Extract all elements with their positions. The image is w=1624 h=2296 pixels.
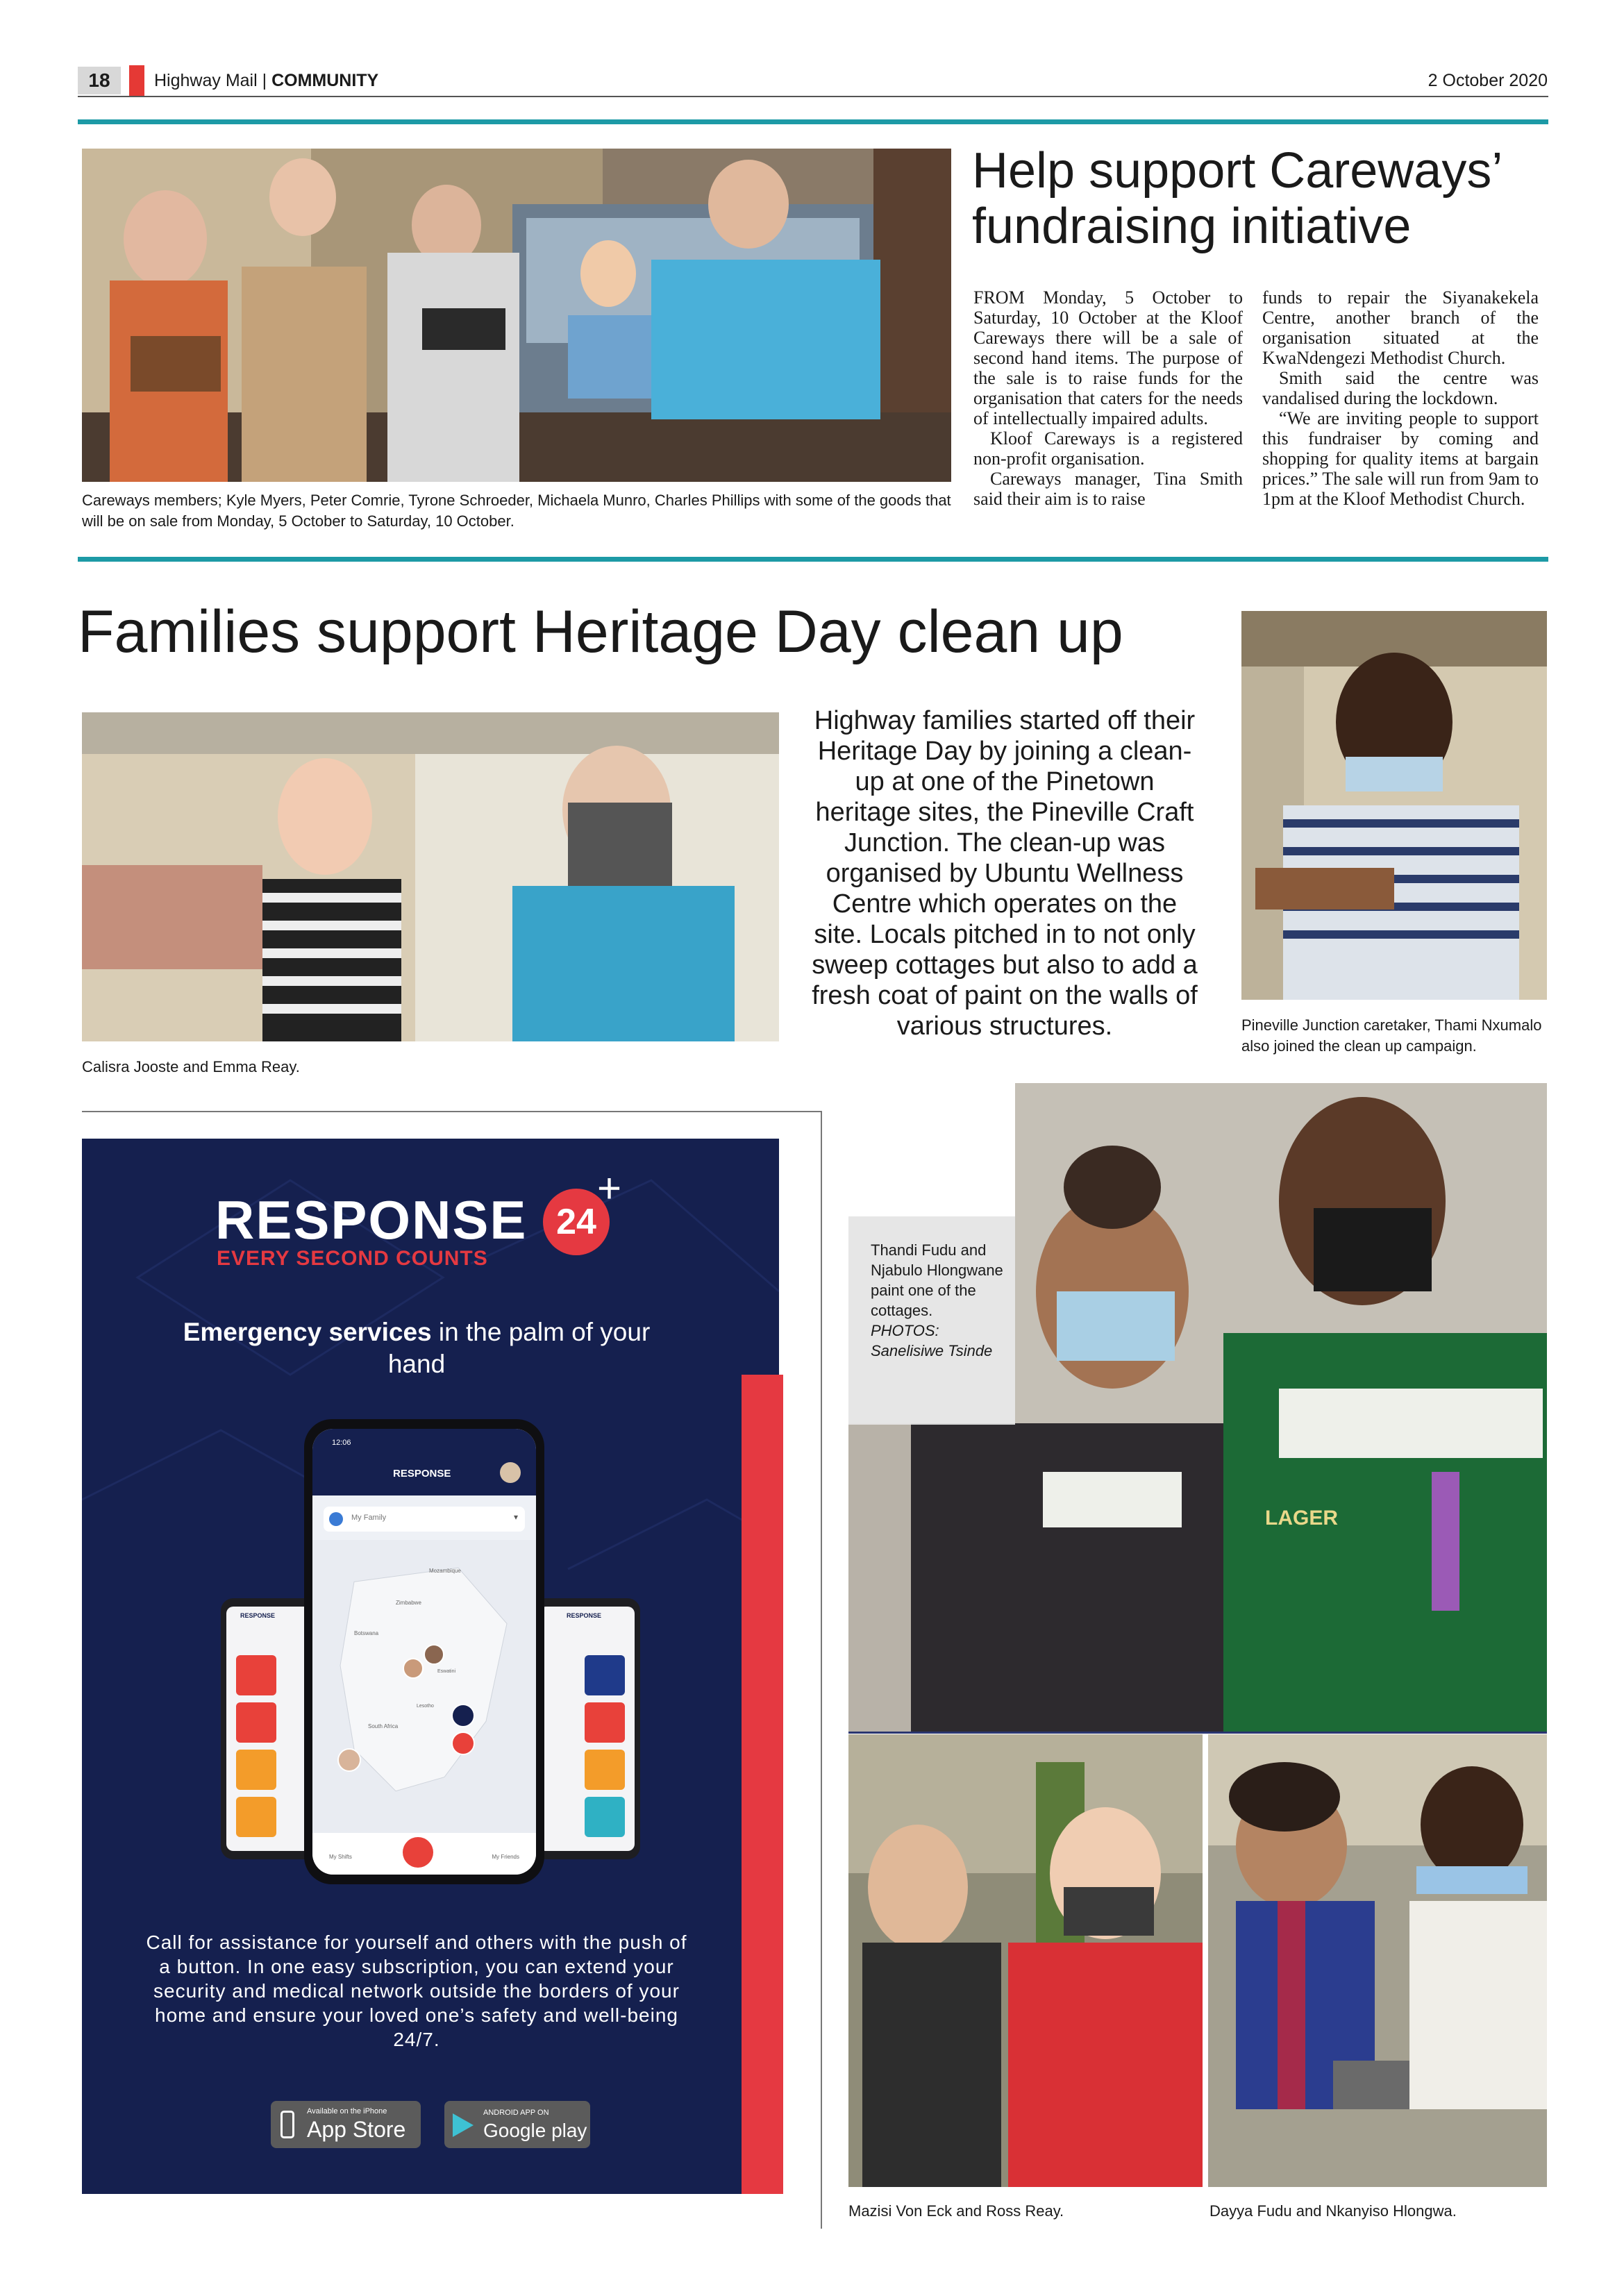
app-tile [585, 1655, 625, 1695]
app-tile [585, 1750, 625, 1790]
phone-main [304, 1419, 544, 1884]
app-tile [236, 1702, 276, 1743]
careways-paragraph: funds to repair the Siyanakekela Centre, another branch of the organisation situated at the KwaNdengezi Methodist Church. [1262, 287, 1539, 368]
plus-icon: + [597, 1165, 622, 1212]
app-store-small-text: Available on the iPhone [307, 2107, 387, 2115]
shirt-lager-text: LAGER [1265, 1507, 1338, 1530]
map-label: Eswatini [437, 1669, 456, 1674]
header-rule [78, 96, 1548, 97]
map-label: Lesotho [417, 1704, 434, 1709]
map-pin-avatar[interactable] [424, 1644, 444, 1665]
column-divider [821, 1111, 822, 2229]
google-play-label: Google play [483, 2120, 587, 2141]
chevron-down-icon: ▾ [513, 1512, 518, 1522]
phone-bottom-nav [312, 1833, 536, 1875]
caretaker-photo-caption: Pineville Junction caretaker, Thami Nxumalo also joined the clean up campaign. [1241, 1016, 1542, 1055]
photo-credit-label: PHOTOS: [871, 1322, 939, 1339]
phone-app-title: RESPONSE [393, 1468, 451, 1480]
careways-paragraph: “We are inviting people to support this fundraiser by coming and shopping for quality items at bargain prices.” The sale will run from 9am to 1pm at the Kloof Methodist Church. [1262, 408, 1539, 509]
top-teal-rule [78, 119, 1548, 124]
photo-divider [848, 1732, 1547, 1734]
issue-date: 2 October 2020 [1428, 71, 1548, 90]
map-area[interactable] [312, 1540, 536, 1833]
side-app-title: RESPONSE [240, 1612, 276, 1619]
painters-caption-text: Thandi Fudu and Njabulo Hlongwane paint one of the cottages. [871, 1241, 1003, 1319]
boys-photo-2 [1208, 1734, 1547, 2187]
home-icon [329, 1512, 343, 1526]
ad-top-rule [82, 1111, 822, 1112]
app-tile [236, 1655, 276, 1695]
panic-button[interactable] [403, 1837, 433, 1868]
iphone-icon [281, 2111, 294, 2138]
boys-photo-1 [848, 1734, 1203, 2187]
careways-photo-caption: Careways members; Kyle Myers, Peter Comrie, Tyrone Schroeder, Michaela Munro, Charles Phillips with some of the goods that will be on sale from Monday, 5 October to Saturday, 10 October. [82, 492, 951, 530]
app-tile [585, 1702, 625, 1743]
header-red-bar [129, 65, 144, 96]
app-store-label: App Store [307, 2117, 406, 2142]
girls-photo-caption: Calisra Jooste and Emma Reay. [82, 1058, 300, 1075]
phone-right [533, 1598, 640, 1859]
caretaker-photo [1241, 611, 1547, 1000]
photo-credit-name: Sanelisiwe Tsinde [871, 1342, 993, 1359]
painters-caption [871, 1240, 1010, 1361]
play-icon [453, 2113, 474, 2137]
app-tile [236, 1797, 276, 1837]
heritage-headline: Families support Heritage Day clean up [78, 598, 1123, 665]
app-tile [585, 1797, 625, 1837]
careways-column-2 [1262, 287, 1539, 509]
page-number: 18 [78, 67, 121, 94]
girls-photo [82, 712, 779, 1041]
ad-24-badge: 24 [543, 1189, 610, 1255]
publication-name: Highway Mail [154, 71, 258, 90]
alert-icon[interactable] [451, 1732, 475, 1755]
map-label: South Africa [368, 1723, 399, 1729]
ad-headline [160, 1316, 673, 1380]
map-pin-avatar[interactable] [337, 1748, 361, 1772]
avatar [500, 1462, 521, 1483]
family-label: My Family [351, 1514, 387, 1522]
google-play-small-text: ANDROID APP ON [483, 2109, 549, 2117]
phone-time: 12:06 [332, 1439, 351, 1447]
ad-red-strip [742, 1375, 783, 2194]
careways-paragraph: FROM Monday, 5 October to Saturday, 10 October at the Kloof Careways there will be a sale of second hand items. The purpose of the sale is to raise funds for the organisation that caters for the needs of intellectually impaired adults. [973, 287, 1243, 428]
boys-photo-1-caption: Mazisi Von Eck and Ross Reay. [848, 2202, 1064, 2220]
app-tile [236, 1750, 276, 1790]
ad-headline-bold: Emergency services [183, 1318, 432, 1346]
nav-my-shifts[interactable]: My Shifts [329, 1854, 352, 1860]
ad-body-text: Call for assistance for yourself and others with the push of a button. In one easy subscription, you can extend your security and medical network outside the borders of your home and ensure your loved one’s safety and well-being 24/7. [146, 1932, 687, 2050]
app-store-badge[interactable] [271, 2101, 421, 2148]
shield-icon[interactable] [451, 1704, 475, 1727]
ad-headline-rest: in the palm of your hand [387, 1318, 651, 1378]
google-play-badge[interactable] [444, 2101, 590, 2148]
careways-column-1 [973, 287, 1243, 509]
boys-photo-2-caption: Dayya Fudu and Nkanyiso Hlongwa. [1209, 2202, 1457, 2220]
map-pin-avatar[interactable] [403, 1658, 424, 1679]
nav-my-friends[interactable]: My Friends [492, 1854, 519, 1860]
careways-headline: Help support Careways’ fundraising initiative [972, 143, 1501, 254]
careways-paragraph: Kloof Careways is a registered non-profit organisation. [973, 428, 1243, 469]
careways-photo [82, 149, 951, 482]
side-app-title: RESPONSE [567, 1612, 602, 1619]
careways-paragraph: Smith said the centre was vandalised during the lockdown. [1262, 368, 1539, 408]
map-label: Botswana [354, 1630, 379, 1636]
map-label: Zimbabwe [396, 1600, 421, 1606]
mid-teal-rule [78, 557, 1548, 562]
masthead: Highway Mail | COMMUNITY [154, 71, 379, 90]
map-label: Mozambique [429, 1568, 461, 1574]
ad-tagline: EVERY SECOND COUNTS [217, 1247, 488, 1270]
careways-paragraph: Careways manager, Tina Smith said their aim is to raise [973, 469, 1243, 509]
family-selector[interactable] [324, 1507, 525, 1532]
section-name: COMMUNITY [271, 71, 379, 90]
ad-brand-logo: RESPONSE [215, 1189, 528, 1250]
heritage-intro: Highway families started off their Heritage Day by joining a clean-up at one of the Pinetown heritage sites, the Pineville Craft Junction. The clean-up was organised by Ubuntu Wellness Centre which operates on the site. Locals pitched in to not only sweep cottages but also to add a fresh coat of paint on the walls of various structures. [812, 706, 1198, 1041]
